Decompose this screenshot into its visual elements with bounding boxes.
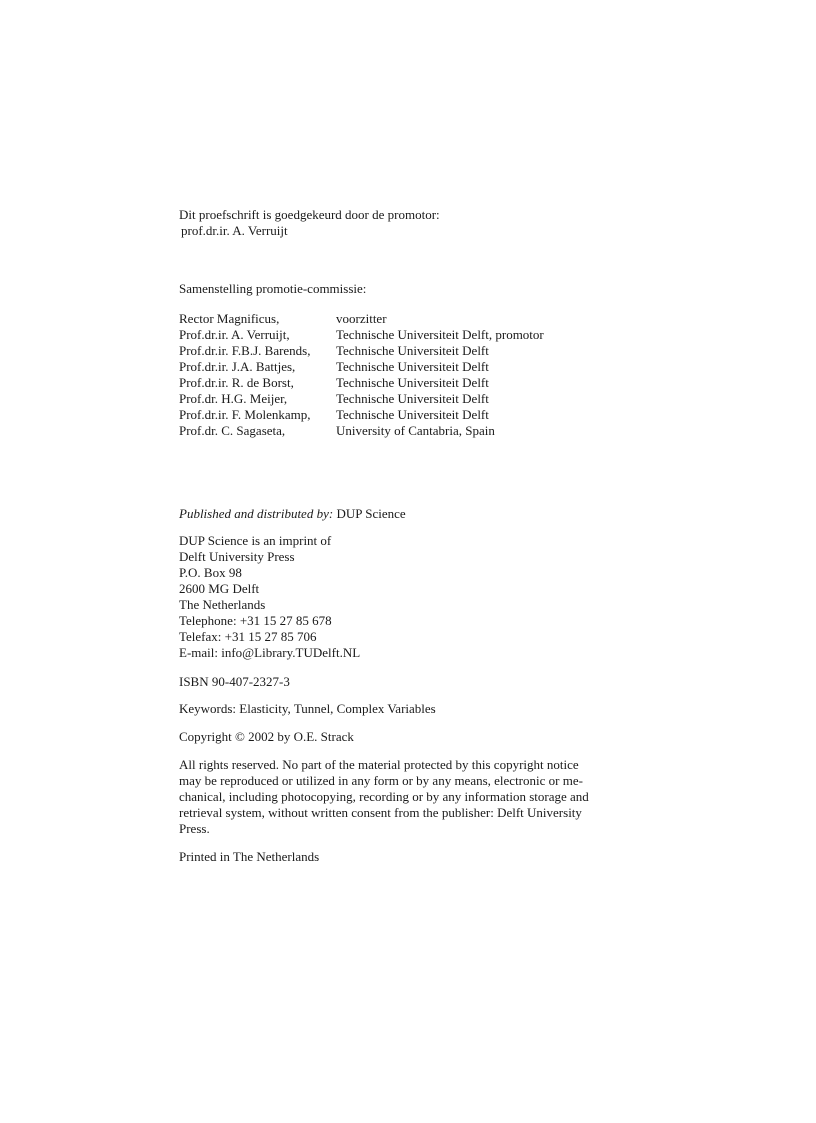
member-name: Prof.dr. C. Sagaseta, [179,423,286,438]
promotor-name: prof.dr.ir. A. Verruijt [181,223,288,238]
rights-line: retrieval system, without written consent from the publisher: Delft University [179,805,582,820]
publisher-label: Published and distributed by: [179,506,334,521]
rights-line: Press. [179,821,210,836]
imprint-address [179,533,619,661]
member-role: voorzitter [336,311,387,326]
member-name: Prof.dr.ir. F.B.J. Barends, [179,343,311,358]
imprint-telephone: Telephone: +31 15 27 85 678 [179,613,332,628]
imprint-line: P.O. Box 98 [179,565,242,580]
rights-line: chanical, including photocopying, recording or by any information storage and [179,789,589,804]
member-role: Technische Universiteit Delft [336,359,489,374]
approval-line: Dit proefschrift is goedgekeurd door de promotor: [179,207,440,222]
commission-row [179,423,544,439]
rights-line: may be reproduced or utilized in any form or by any means, electronic or me- [179,773,583,788]
member-role: Technische Universiteit Delft [336,391,489,406]
isbn: ISBN 90-407-2327-3 [179,674,290,689]
copyright: Copyright © 2002 by O.E. Strack [179,729,354,744]
member-name: Prof.dr.ir. F. Molenkamp, [179,407,311,422]
imprint-line: 2600 MG Delft [179,581,260,596]
commission-title: Samenstelling promotie-commissie: [179,281,367,296]
commission-row [179,311,544,327]
member-role: University of Cantabria, Spain [336,423,495,438]
imprint-line: DUP Science is an imprint of [179,533,332,548]
member-name: Rector Magnificus, [179,311,280,326]
member-role: Technische Universiteit Delft [336,375,489,390]
member-role: Technische Universiteit Delft [336,343,489,358]
commission-list [179,311,619,439]
imprint-email: E-mail: info@Library.TUDelft.NL [179,645,361,660]
approval-statement [179,207,619,239]
member-name: Prof.dr.ir. A. Verruijt, [179,327,290,342]
rights-line: All rights reserved. No part of the material protected by this copyright notice [179,757,579,772]
publisher-line [179,506,619,522]
commission-row [179,327,544,343]
keywords: Keywords: Elasticity, Tunnel, Complex Variables [179,701,436,716]
commission-row [179,343,544,359]
commission-row [179,407,544,423]
printed-in: Printed in The Netherlands [179,849,320,864]
commission-table [179,311,544,439]
commission-row [179,375,544,391]
member-name: Prof.dr. H.G. Meijer, [179,391,288,406]
member-name: Prof.dr.ir. J.A. Battjes, [179,359,296,374]
member-role: Technische Universiteit Delft, promotor [336,327,544,342]
imprint-line: Delft University Press [179,549,295,564]
commission-row [179,359,544,375]
imprint-telefax: Telefax: +31 15 27 85 706 [179,629,317,644]
commission-row [179,391,544,407]
rights-notice [179,757,619,837]
member-name: Prof.dr.ir. R. de Borst, [179,375,294,390]
publisher-name: DUP Science [336,506,406,521]
member-role: Technische Universiteit Delft [336,407,489,422]
imprint-line: The Netherlands [179,597,266,612]
